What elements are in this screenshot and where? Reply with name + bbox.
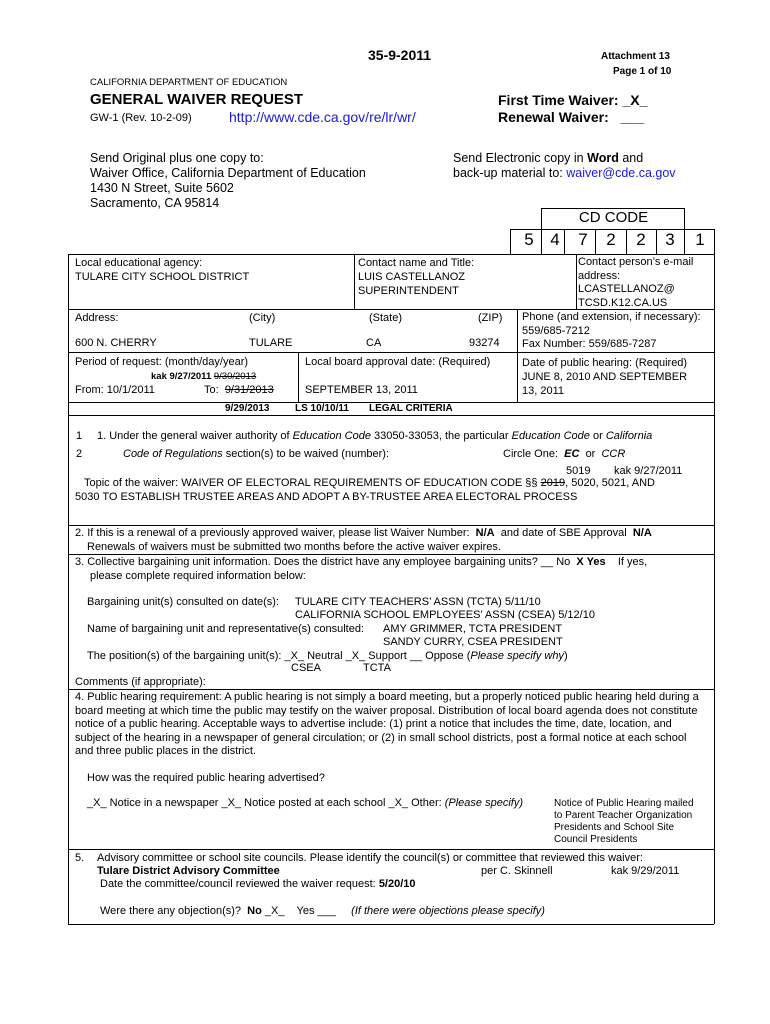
section1-line1: 1. Under the general waiver authority of Education Code 33050-33053, the particular Education Code or California — [97, 430, 653, 442]
kak-date-note: kak 9/29/2011 — [611, 865, 680, 877]
hearing-advertised-options: _X_ Notice in a newspaper _X_ Notice posted at each school _X_ Other: (Please specify) — [87, 797, 523, 809]
consulted-unit-2: CALIFORNIA SCHOOL EMPLOYEES’ ASSN (CSEA) 5/12/10 — [295, 609, 595, 621]
committee-review-date: Date the committee/council reviewed the waiver request: 5/20/10 — [100, 878, 416, 890]
contact-email: LCASTELLANOZ@ — [578, 283, 675, 295]
margin-number: 1 — [76, 430, 83, 442]
hearing-cell: Date of public hearing: (Required) JUNE 8, 2010 AND SEPTEMBER 13, 2011 — [522, 357, 688, 397]
cd-code-label: CD CODE — [578, 209, 649, 226]
contact-name: LUIS CASTELLANOZ — [358, 271, 465, 283]
section5-line1: Advisory committee or school site councils. Please identify the council(s) or committee that reviewed this waiver: — [97, 852, 643, 864]
section1-line2: Code of Regulations section(s) to be waived (number): — [123, 448, 389, 460]
cd-code-digit: 4 — [550, 230, 560, 249]
section3-line1: 3. Collective bargaining unit information. Does the district have any employee bargaining units? __ No X Yes If yes, — [75, 556, 648, 568]
contact-title: SUPERINTENDENT — [358, 285, 459, 297]
cd-code-digit: 7 — [578, 230, 588, 249]
zip-label: (ZIP) — [478, 312, 503, 324]
lea-cell: Local educational agency: TULARE CITY SCHOOL DISTRICT — [75, 257, 250, 283]
waiver-topic-line1: Topic of the waiver: WAIVER OF ELECTORAL REQUIREMENTS OF EDUCATION CODE §§ 2019, 5020, 5021, AND — [84, 477, 655, 489]
street-value: 600 N. CHERRY — [75, 337, 157, 349]
circle-one: Circle One: EC or CCR — [503, 448, 626, 460]
per-note: per C. Skinnell — [481, 865, 553, 877]
comments-label: Comments (if appropriate): — [75, 676, 206, 688]
hearing-advertised-question: How was the required public hearing advertised? — [87, 772, 325, 784]
section5-number: 5. — [75, 852, 85, 864]
state-value: CA — [366, 337, 382, 349]
representatives-label: Name of bargaining unit and representative(s) consulted: — [87, 623, 364, 635]
contact-cell: Contact name and Title: LUIS CASTELLANOZ SUPERINTENDENT — [358, 257, 475, 297]
representative-1: AMY GRIMMER, TCTA PRESIDENT — [383, 623, 563, 635]
address-label: Address: — [75, 312, 119, 324]
period-kak-note: kak 9/27/2011 9/30/2013 — [151, 371, 257, 382]
phone-value: 559/685-7212 — [522, 324, 590, 337]
new-to-date: 9/29/2013 — [225, 403, 270, 414]
period-to: To: 9/31/2013 — [204, 384, 274, 396]
board-date: SEPTEMBER 13, 2011 — [305, 384, 418, 396]
period-from: From: 10/1/2011 — [75, 384, 155, 396]
section3-line2: please complete required information below: — [90, 570, 306, 582]
consulted-unit-1: TULARE CITY TEACHERS’ ASSN (TCTA) 5/11/10 — [295, 596, 541, 608]
city-label: (City) — [249, 312, 276, 324]
objections-line: Were there any objection(s)? No _X_ Yes ___ (If there were objections please specify) — [100, 905, 545, 917]
lea-value: TULARE CITY SCHOOL DISTRICT — [75, 271, 250, 283]
kak-note: kak 9/27/2011 — [614, 465, 683, 477]
first-time-waiver: First Time Waiver: _X_ — [498, 92, 648, 108]
ls-note: LS 10/10/11 — [295, 403, 349, 414]
cd-code-digit: 2 — [636, 230, 646, 249]
committee-name: Tulare District Advisory Committee — [97, 865, 280, 877]
margin-number: 2 — [76, 448, 83, 460]
cd-code-digit: 5 — [524, 230, 534, 249]
form-title: GENERAL WAIVER REQUEST — [90, 91, 304, 108]
form-id: GW-1 (Rev. 10-2-09) — [90, 112, 192, 124]
cd-code-digit: 1 — [695, 230, 705, 249]
zip-value: 93274 — [469, 337, 500, 349]
waiver-email-link[interactable]: waiver@cde.ca.gov — [566, 166, 676, 180]
csea-label: CSEA — [291, 662, 321, 674]
email-cell: Contact person’s e-mail address: LCASTELLANOZ@ TCSD.K12.CA.US — [578, 256, 694, 309]
renewal-waiver: Renewal Waiver: ___ — [498, 109, 645, 125]
other-advertising-note: Notice of Public Hearing mailed to Parent Teacher Organization Presidents and School Site Council Presidents — [554, 798, 694, 845]
waiver-url-link[interactable]: http://www.cde.ca.gov/re/lr/wr/ — [229, 109, 416, 125]
section2-line1: 2. If this is a renewal of a previously approved waiver, please list Waiver Number: N/A and date of SBE Approval N/A — [75, 527, 652, 539]
send-electronic-block: Send Electronic copy in Word and back-up material to: waiver@cde.ca.gov — [453, 151, 676, 180]
board-label: Local board approval date: (Required) — [305, 356, 491, 368]
cd-code-digit: 3 — [665, 230, 675, 249]
send-original-block: Send Original plus one copy to: Waiver Office, California Department of Education 1430 N Street, Suite 5602 Sacramento, CA 95814 — [90, 151, 366, 210]
tcta-label: TCTA — [363, 662, 391, 674]
attachment-label: Attachment 13 — [601, 51, 670, 62]
cd-code-digit: 2 — [606, 230, 616, 249]
legal-criteria-heading: LEGAL CRITERIA — [369, 403, 453, 414]
page-number: Page 1 of 10 — [613, 66, 672, 77]
hearing-date: JUNE 8, 2010 AND SEPTEMBER — [522, 371, 688, 383]
department-name: CALIFORNIA DEPARTMENT OF EDUCATION — [90, 77, 288, 88]
consulted-label: Bargaining unit(s) consulted on date(s): — [87, 596, 279, 608]
section2-line2: Renewals of waivers must be submitted two months before the active waiver expires. — [87, 541, 501, 553]
document-number: 35-9-2011 — [368, 47, 432, 63]
waiver-topic-line2: 5030 TO ESTABLISH TRUSTEE AREAS AND ADOPT A BY-TRUSTEE AREA ELECTORAL PROCESS — [75, 491, 578, 503]
period-label: Period of request: (month/day/year) — [75, 356, 249, 368]
public-hearing-paragraph: 4. Public hearing requirement: A public hearing is not simply a board meeting, but a properly noticed public hearing held during a board meeting at which time the public may testify on the waiver proposal. Distribution of local board agenda does not constitute notice of a public hearing. Acceptable ways to advertise include: (1) print a notice that includes the time, date, location, and subject of the hearing in a newspaper of general circulation; or (2) in small school districts, post a formal notice at each school and three public places in the district. — [75, 691, 699, 757]
representative-2: SANDY CURRY, CSEA PRESIDENT — [383, 636, 563, 648]
code-section-number: 5019 — [566, 465, 591, 477]
fax-value: Fax Number: 559/685-7287 — [522, 338, 657, 350]
state-label: (State) — [369, 312, 403, 324]
bargaining-position: The position(s) of the bargaining unit(s): _X_ Neutral _X_ Support __ Oppose (Please specify why) — [87, 650, 568, 662]
city-value: TULARE — [249, 337, 293, 349]
phone-cell: Phone (and extension, if necessary): 559/685-7212 Fax Number: 559/685-7287 — [522, 311, 701, 350]
